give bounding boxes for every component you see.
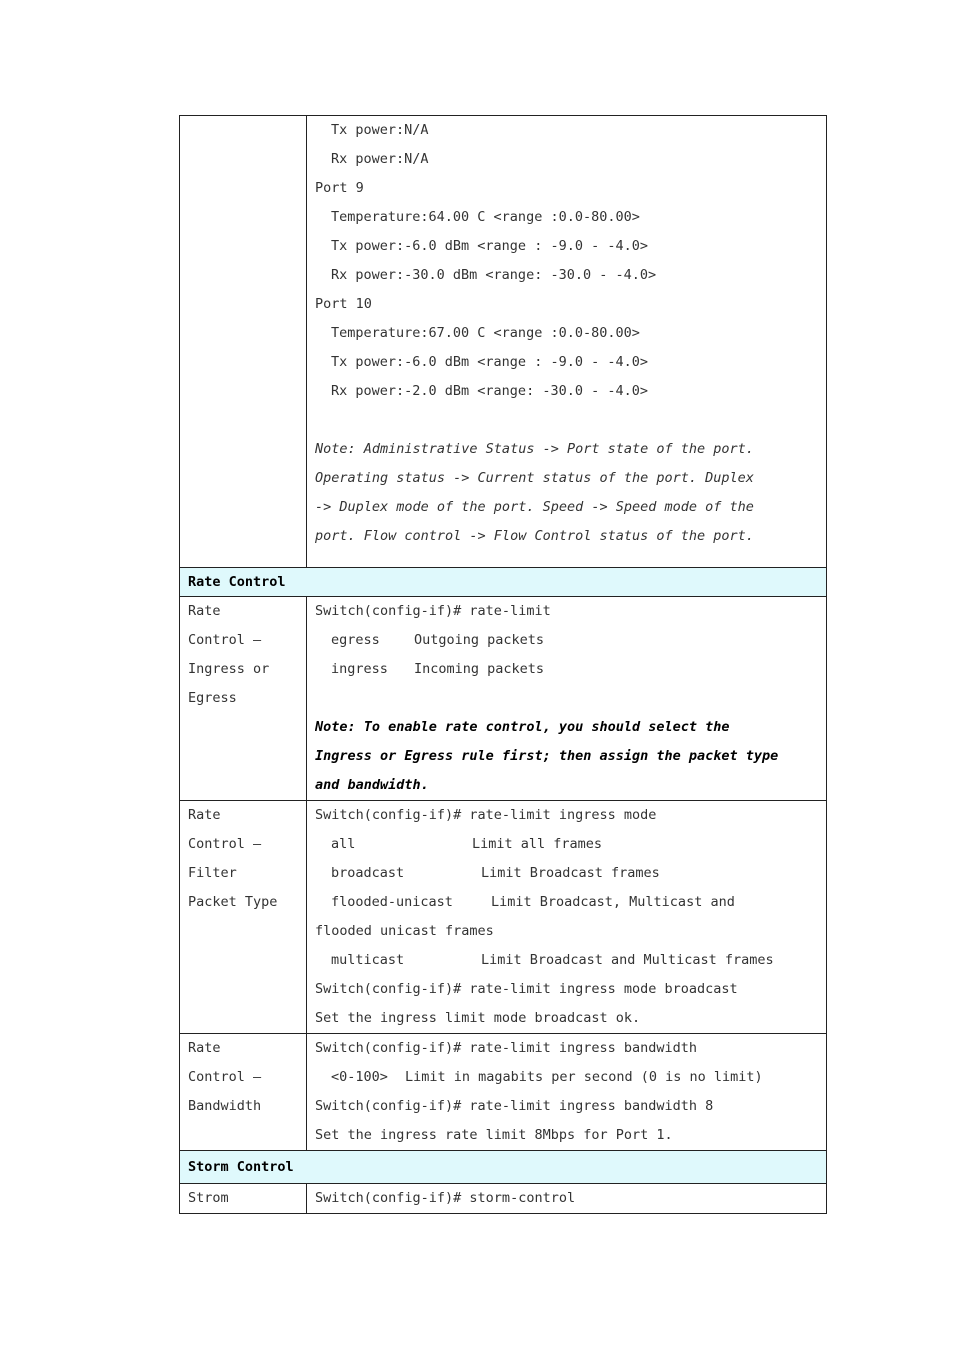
option-desc: Limit in magabits per second (0 is no limit) [405,1069,763,1085]
port-status-content [307,116,827,568]
option-key: ingress [331,661,388,677]
row-label-cell [180,597,307,801]
row-label-line: Rate [188,603,221,619]
port-rx-power: Rx power:-2.0 dBm <range: -30.0 - -4.0> [331,383,648,399]
row-label-line: Control – [188,1069,262,1085]
section-title-cell [180,568,827,597]
command-line: Switch(config-if)# rate-limit ingress bandwidth [315,1040,698,1056]
note-line: port. Flow control -> Flow Control status of the port. [315,528,754,544]
option-desc: Limit all frames [472,836,603,852]
result-line: Set the ingress limit mode broadcast ok. [315,1010,641,1026]
option-key: broadcast [331,865,405,881]
note-line: Note: Administrative Status -> Port state of the port. [315,441,754,457]
rx-power-line: Rx power:N/A [331,151,429,167]
option-line [315,859,818,888]
row-label-line: Packet Type [188,894,278,910]
section-header-rate-control [180,568,827,597]
row-label-line: Strom [188,1190,229,1206]
command-line: Switch(config-if)# rate-limit ingress mode [315,807,657,823]
port-name: Port 10 [315,296,372,312]
note-line: -> Duplex mode of the port. Speed -> Speed mode of the [315,499,754,515]
port-name: Port 9 [315,180,364,196]
empty-label-cell [180,116,307,568]
cell-bottom-space [315,551,818,567]
row-label-line: Rate [188,1040,221,1056]
cli-reference-table [179,115,827,1214]
section-title: Rate Control [188,574,286,590]
option-desc: Limit Broadcast and Multicast frames [481,952,774,968]
port-temperature: Temperature:67.00 C <range :0.0-80.00> [331,325,640,341]
row-label-cell [180,801,307,1034]
row-content-cell [307,1034,827,1151]
note-line: Ingress or Egress rule first; then assign the packet type [315,748,779,764]
option-desc: Outgoing packets [414,632,545,648]
storm-control-row [180,1184,827,1214]
option-line [315,946,818,975]
tx-power-line: Tx power:N/A [331,122,429,138]
option-key: all [331,836,356,852]
option-key: multicast [331,952,405,968]
example-command-line: Switch(config-if)# rate-limit ingress mode broadcast [315,981,738,997]
note-line: and bandwidth. [315,777,429,793]
row-content-cell [307,1184,827,1214]
row-label-line: Ingress or [188,661,270,677]
row-label-cell [180,1034,307,1151]
section-title: Storm Control [188,1159,294,1175]
result-line: Set the ingress rate limit 8Mbps for Port 1. [315,1127,673,1143]
option-line [315,888,818,917]
row-content-cell [307,801,827,1034]
command-line: Switch(config-if)# rate-limit [315,603,551,619]
option-line [315,830,818,859]
wrapped-line: flooded unicast frames [315,923,494,939]
port-tx-power: Tx power:-6.0 dBm <range : -9.0 - -4.0> [331,354,648,370]
option-key: <0-100> [331,1069,388,1085]
option-line [315,626,818,655]
row-label-line: Egress [188,690,237,706]
rate-control-ingress-egress-row [180,597,827,801]
option-key: flooded-unicast [331,894,453,910]
section-title-cell [180,1151,827,1184]
port-rx-power: Rx power:-30.0 dBm <range: -30.0 - -4.0> [331,267,657,283]
row-label-line: Rate [188,807,221,823]
port-status-row [180,116,827,568]
command-line: Switch(config-if)# storm-control [315,1190,576,1206]
rate-control-bandwidth-row [180,1034,827,1151]
note-line: Operating status -> Current status of the port. Duplex [315,470,754,486]
rate-control-filter-row [180,801,827,1034]
option-key: egress [331,632,380,648]
note-line: Note: To enable rate control, you should select the [315,719,730,735]
example-command-line: Switch(config-if)# rate-limit ingress bandwidth 8 [315,1098,714,1114]
option-line [315,1063,818,1092]
row-content-cell [307,597,827,801]
option-desc: Incoming packets [414,661,545,677]
option-line [315,655,818,684]
section-header-storm-control [180,1151,827,1184]
option-desc: Limit Broadcast frames [481,865,660,881]
port-tx-power: Tx power:-6.0 dBm <range : -9.0 - -4.0> [331,238,648,254]
option-desc: Limit Broadcast, Multicast and [491,894,735,910]
blank-line [315,406,818,435]
row-label-line: Control – [188,836,262,852]
row-label-line: Control – [188,632,262,648]
port-temperature: Temperature:64.00 C <range :0.0-80.00> [331,209,640,225]
row-label-cell [180,1184,307,1214]
row-label-line: Filter [188,865,237,881]
blank-line [315,684,818,713]
row-label-line: Bandwidth [188,1098,262,1114]
